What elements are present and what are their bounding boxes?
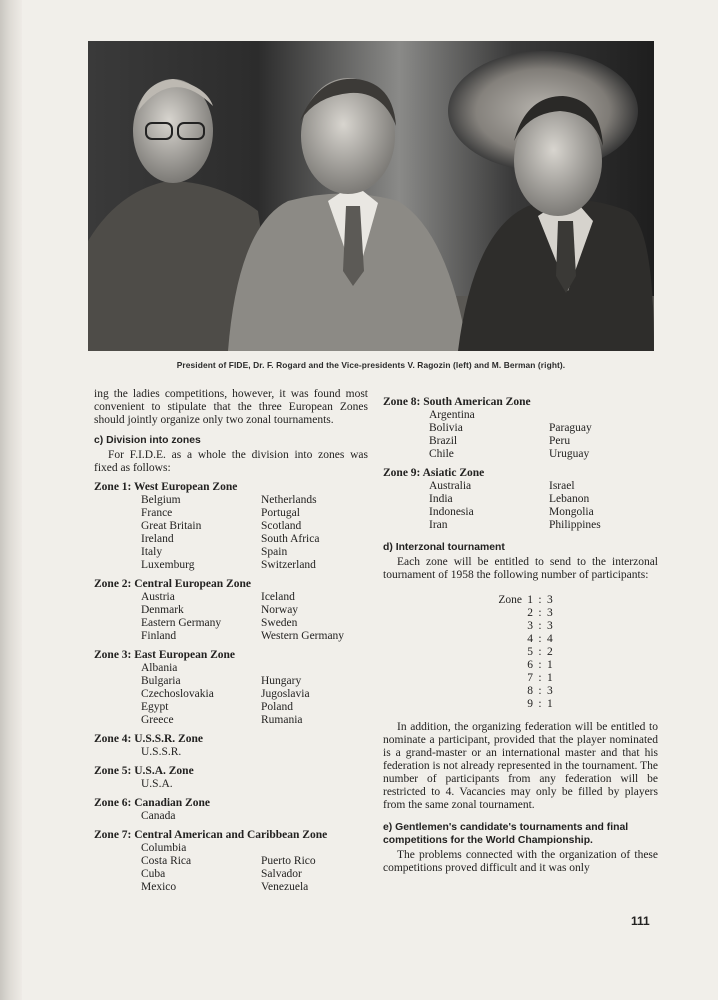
zone-5: [94, 765, 368, 791]
table-row: 4 : 4: [527, 633, 553, 645]
zone-9: [383, 467, 658, 532]
zone-country-list: Canada: [141, 810, 176, 822]
zone-country-list: Albania Bulgaria Hungary Czechoslovakia Jugoslavia Egypt Poland Greece Rumania: [141, 662, 310, 726]
table-row: 8 : 3: [527, 685, 553, 697]
table-row: 9 : 1: [527, 698, 553, 710]
page-number: 111: [631, 914, 650, 928]
section-d-heading: d) Interzonal tournament: [383, 542, 505, 553]
table-row: 3 : 3: [527, 620, 553, 632]
zone-country-list: Argentina Bolivia Paraguay Brazil Peru Chile Uruguay: [429, 409, 592, 460]
zone-heading: Zone 4: U.S.S.R. Zone: [94, 733, 203, 745]
zone-8: [383, 396, 658, 461]
zone-heading: Zone 6: Canadian Zone: [94, 797, 210, 809]
zone-7: [94, 829, 368, 894]
zone-heading: Zone 5: U.S.A. Zone: [94, 765, 194, 777]
section-e-paragraph: The problems connected with the organization of these competitions proved difficult and it was only: [383, 849, 658, 874]
page-binding-shadow: [0, 0, 22, 1000]
zone-heading: Zone 7: Central American and Caribbean Zone: [94, 829, 328, 841]
photo-caption: President of FIDE, Dr. F. Rogard and the Vice-presidents V. Ragozin (left) and M. Berman (right).: [176, 360, 566, 370]
zone-country-list: Australia Israel India Lebanon Indonesia Mongolia Iran Philippines: [429, 480, 601, 531]
zone-4: [94, 733, 368, 759]
section-c-heading: c) Division into zones: [94, 435, 201, 446]
zone-3: [94, 649, 368, 727]
table-row: 2 : 3: [527, 607, 553, 619]
section-d-paragraph: Each zone will be entitled to send to the interzonal tournament of 1958 the following number of participants:: [383, 556, 658, 581]
table-row: Zone 1 : 3: [484, 594, 658, 607]
addition-paragraph: In addition, the organizing federation will be entitled to nominate a participant, provided that the player nominated is a grand-master or an international master and that his federation is not already represented in the tournament. The number of participants from any federation will be restricted to 4. Vacancies may only be filled by players from the same zonal tournament.: [383, 721, 658, 811]
zone-country-list: U.S.A.: [141, 778, 173, 790]
intro-paragraph: ing the ladies competitions, however, it was found most convenient to stipulate that the three European Zones should jointly organize only two zonal tournaments.: [94, 388, 368, 426]
table-row: 6 : 1: [527, 659, 553, 671]
photo-image: [88, 41, 654, 351]
zone-heading: Zone 8: South American Zone: [383, 396, 531, 408]
zone-heading: Zone 2: Central European Zone: [94, 578, 251, 590]
left-column: [94, 388, 368, 894]
photograph: [88, 41, 654, 351]
zone-1: [94, 481, 368, 572]
section-e-heading: e) Gentlemen's candidate's tournaments and final competitions for the World Championship.: [383, 822, 629, 846]
table-row: 5 : 2: [527, 646, 553, 658]
zone-2: [94, 578, 368, 643]
right-column: [383, 396, 658, 875]
zone-heading: Zone 9: Asiatic Zone: [383, 467, 485, 479]
zone-country-list: Belgium Netherlands France Portugal Great Britain Scotland Ireland South Africa Italy Spain Luxemburg Switzerland: [141, 494, 320, 571]
zone-heading: Zone 3: East European Zone: [94, 649, 236, 661]
zone-6: [94, 797, 368, 823]
zone-country-list: Columbia Costa Rica Puerto Rico Cuba Salvador Mexico Venezuela: [141, 842, 316, 893]
interzonal-allocation-table: [484, 594, 658, 711]
zone-country-list: Austria Iceland Denmark Norway Eastern Germany Sweden Finland Western Germany: [141, 591, 345, 642]
table-row: 7 : 1: [527, 672, 553, 684]
zone-table-label: Zone: [498, 594, 522, 606]
zone-heading: Zone 1: West European Zone: [94, 481, 238, 493]
zone-country-list: U.S.S.R.: [141, 746, 182, 758]
section-c-paragraph: For F.I.D.E. as a whole the division into zones was fixed as follows:: [94, 449, 368, 474]
